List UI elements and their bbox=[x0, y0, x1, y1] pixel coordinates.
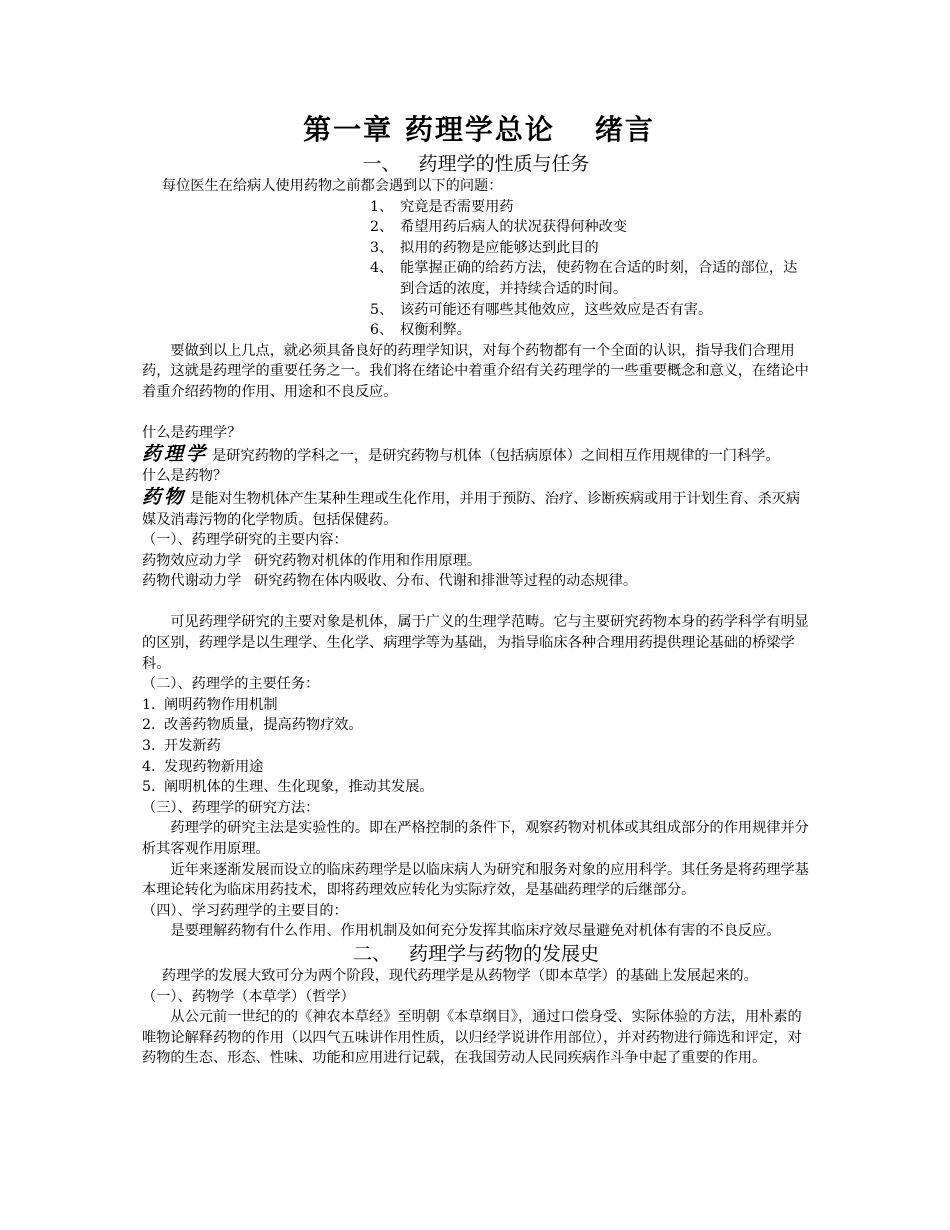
subsection-heading: （三）、药理学的研究方法： bbox=[142, 799, 320, 816]
list-item: 1. 阐明药物作用机制 bbox=[142, 696, 278, 713]
paragraph: 是要理解药物有什么作用、作用机制及如何充分发挥其临床疗效尽量避免对机体有害的不良反应。 bbox=[170, 923, 781, 940]
list-item: 3、 拟用的药物是应能够达到此目的 bbox=[370, 239, 599, 256]
keyword-drug: 药物 bbox=[142, 485, 187, 508]
paragraph: 近年来逐渐发展而设立的临床药理学是以临床病人为研究和服务对象的应用科学。其任务是将药理学基本理论转化为临床用药技术，即将药理效应转化为实际疗效，是基础药理学的后继部分。 bbox=[142, 861, 809, 899]
paragraph: 药理学的研究主法是实验性的。即在严格控制的条件下，观察药物对机体或其组成部分的作用规律并分析其客观作用原理。 bbox=[142, 820, 809, 857]
keyword-pharmacology: 药理学 bbox=[142, 442, 209, 465]
list-item: 1、 究竟是否需要用药 bbox=[370, 198, 514, 215]
section1-number: 一、 bbox=[362, 153, 401, 175]
question-what-is-drug: 什么是药物？ bbox=[142, 468, 228, 485]
chapter-title-sub: 绪言 bbox=[594, 113, 655, 146]
paragraph: 要做到以上几点，就必须具备良好的药理学知识，对每个药物都有一个全面的认识，指导我们合理用药，这就是药理学的重要任务之一。我们将在绪论中着重介绍有关药理学的一些重要概念和意义，在绪论中着重介绍药物的作用、用途和不良反应。 bbox=[142, 342, 809, 400]
list-item: 6、 权衡利弊。 bbox=[370, 322, 471, 339]
subsection-heading: （一）、药理学研究的主要内容： bbox=[142, 532, 348, 549]
section1-intro: 每位医生在给病人使用药物之前都会遇到以下的问题： bbox=[161, 178, 503, 194]
list-item: 5. 阐明机体的生理、生化现象，推动其发展。 bbox=[142, 779, 434, 796]
list-item: 4. 发现药物新用途 bbox=[142, 758, 264, 775]
list-item: 4、 能掌握正确的给药方法，使药物在合适的时刻，合适的部位，达到合适的浓度，并持续合适的时间。 bbox=[370, 260, 798, 297]
list-item: 3. 开发新药 bbox=[142, 738, 221, 755]
task-list bbox=[142, 695, 810, 798]
section2-intro: 药理学的发展大致可分为两个阶段，现代药理学是从药物学（即本草学）的基础上发展起来的。 bbox=[161, 967, 758, 984]
definition-drug: 药物 是能对生物机体产生某种生理或生化作用，并用于预防、治疗、诊断疾病或用于计划生育、杀灭病媒及消毒污物的化学物质。包括保健药。 bbox=[142, 485, 801, 528]
section2-heading bbox=[142, 942, 810, 966]
content-item-pharmacodynamics: 药物效应动力学 研究药物对机体的作用和作用原理。 bbox=[142, 552, 482, 569]
definition-pharmacology: 药理学 是研究药物的学科之一，是研究药物与机体（包括病原体）之间相互作用规律的一门科学。 bbox=[142, 442, 780, 465]
question-what-is-pharmacology: 什么是药理学？ bbox=[142, 425, 242, 442]
list-item: 5、 该药可能还有哪些其他效应，这些效应是否有害。 bbox=[370, 301, 713, 318]
question-list bbox=[370, 197, 810, 341]
section1-heading bbox=[142, 152, 810, 176]
section1-title: 药理学的性质与任务 bbox=[418, 153, 590, 175]
list-item: 2. 改善药物质量，提高药物疗效。 bbox=[142, 717, 363, 734]
subsection-heading: （二）、药理学的主要任务： bbox=[142, 676, 320, 693]
subsection-heading: （一）、药物学（本草学）（哲学） bbox=[142, 988, 355, 1005]
chapter-title bbox=[148, 108, 810, 152]
chapter-title-main: 第一章 药理学总论 bbox=[303, 113, 555, 146]
section2-number: 二、 bbox=[352, 942, 391, 965]
list-item: 2、 希望用药后病人的状况获得何种改变 bbox=[370, 219, 628, 236]
document-page bbox=[142, 108, 810, 1069]
paragraph: 从公元前一世纪的的《神农本草经》至明朝《本草纲目》，通过口偿身受、实际体验的方法，用朴素的唯物论解释药物的作用（以四气五味讲作用性质，以归经学说讲作用部位），并对药物进行筛选和评定，对药物的生态、形态、性味、功能和应用进行记载，在我国劳动人民同疾病作斗争中起了重要的作用。 bbox=[142, 1009, 802, 1067]
content-item-pharmacokinetics: 药物代谢动力学 研究药物在体内吸收、分布、代谢和排泄等过程的动态规律。 bbox=[142, 573, 638, 590]
subsection-heading: （四）、学习药理学的主要目的： bbox=[142, 902, 348, 919]
section2-title: 药理学与药物的发展史 bbox=[408, 942, 599, 965]
paragraph: 可见药理学研究的主要对象是机体，属于广义的生理学范畴。它与主要研究药物本身的药学科学有明显的区别，药理学是以生理学、生化学、病理学等为基础，为指导临床各种合理用药提供理论基础的桥梁学科。 bbox=[142, 614, 809, 672]
